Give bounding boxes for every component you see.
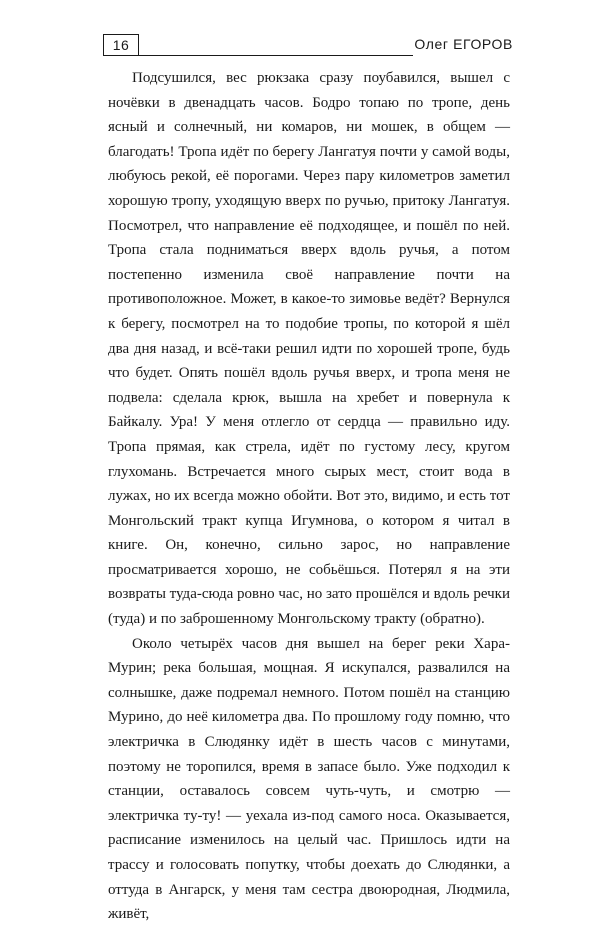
body-text [108, 66, 510, 927]
page-number: 16 [103, 34, 139, 56]
page-header [103, 34, 513, 58]
paragraph: Подсушился, вес рюкзака сразу поубавился, вышел с ночёвки в двенадцать часов. Бодро топаю по тропе, день ясный и солнечный, ни комаров, ни мошек, в общем — благодать! Тропа идёт по берегу Лангатуя почти у самой воды, любуюсь рекой, её порогами. Через пару километров заметил хорошую тропу, уходящую вверх по ручью, притоку Лангатуя. Посмотрел, что направление её подходящее, и пошёл по ней. Тропа стала подниматься вверх вдоль ручья, а потом постепенно изменила своё направление почти на противоположное. Может, в какое-то зимовье ведёт? Вернулся к берегу, посмотрел на то подобие тропы, по которой я шёл два дня назад, и всё-таки решил идти по хорошей тропе, будь что будет. Опять пошёл вдоль ручья вверх, и тропа меня не подвела: сделала крюк, вышла на хребет и повернула к Байкалу. Ура! У меня отлегло от сердца — правильно иду. Тропа прямая, как стрела, идёт по густому лесу, кругом глухомань. Встречается много сырых мест, стоит вода в лужах, но их всегда можно обойти. Вот это, видимо, и есть тот Монгольский тракт купца Игумнова, о котором я читал в книге. Он, конечно, сильно зарос, но направление просматривается хорошо, не собьёшься. Потерял я на эти возвраты туда-сюда ровно час, но зато прошёлся и вдоль речки (туда) и по заброшенному Монгольскому тракту (обратно). [108, 70, 510, 628]
paragraph: Около четырёх часов дня вышел на берег реки Хара-Мурин; река большая, мощная. Я искупался, развалился на солнышке, даже подремал немного. Потом пошёл на станцию Мурино, до неё километра два. По прошлому году помню, что электричка в Слюдянку идёт в шесть часов с минутами, поэтому не торопился, время в запасе было. Уже подходил к станции, оставалось совсем чуть-чуть, и смотрю — электричка ту-ту! — уехала из-под самого носа. Оказывается, расписание изменилось на целый час. Пришлось идти на трассу и голосовать попутку, чтобы доехать до Слюдянки, а оттуда в Ангарск, у меня там сестра двоюродная, Людмила, живёт, [108, 635, 510, 923]
running-head-author: Олег ЕГОРОВ [414, 36, 513, 52]
header-rule [139, 55, 413, 56]
